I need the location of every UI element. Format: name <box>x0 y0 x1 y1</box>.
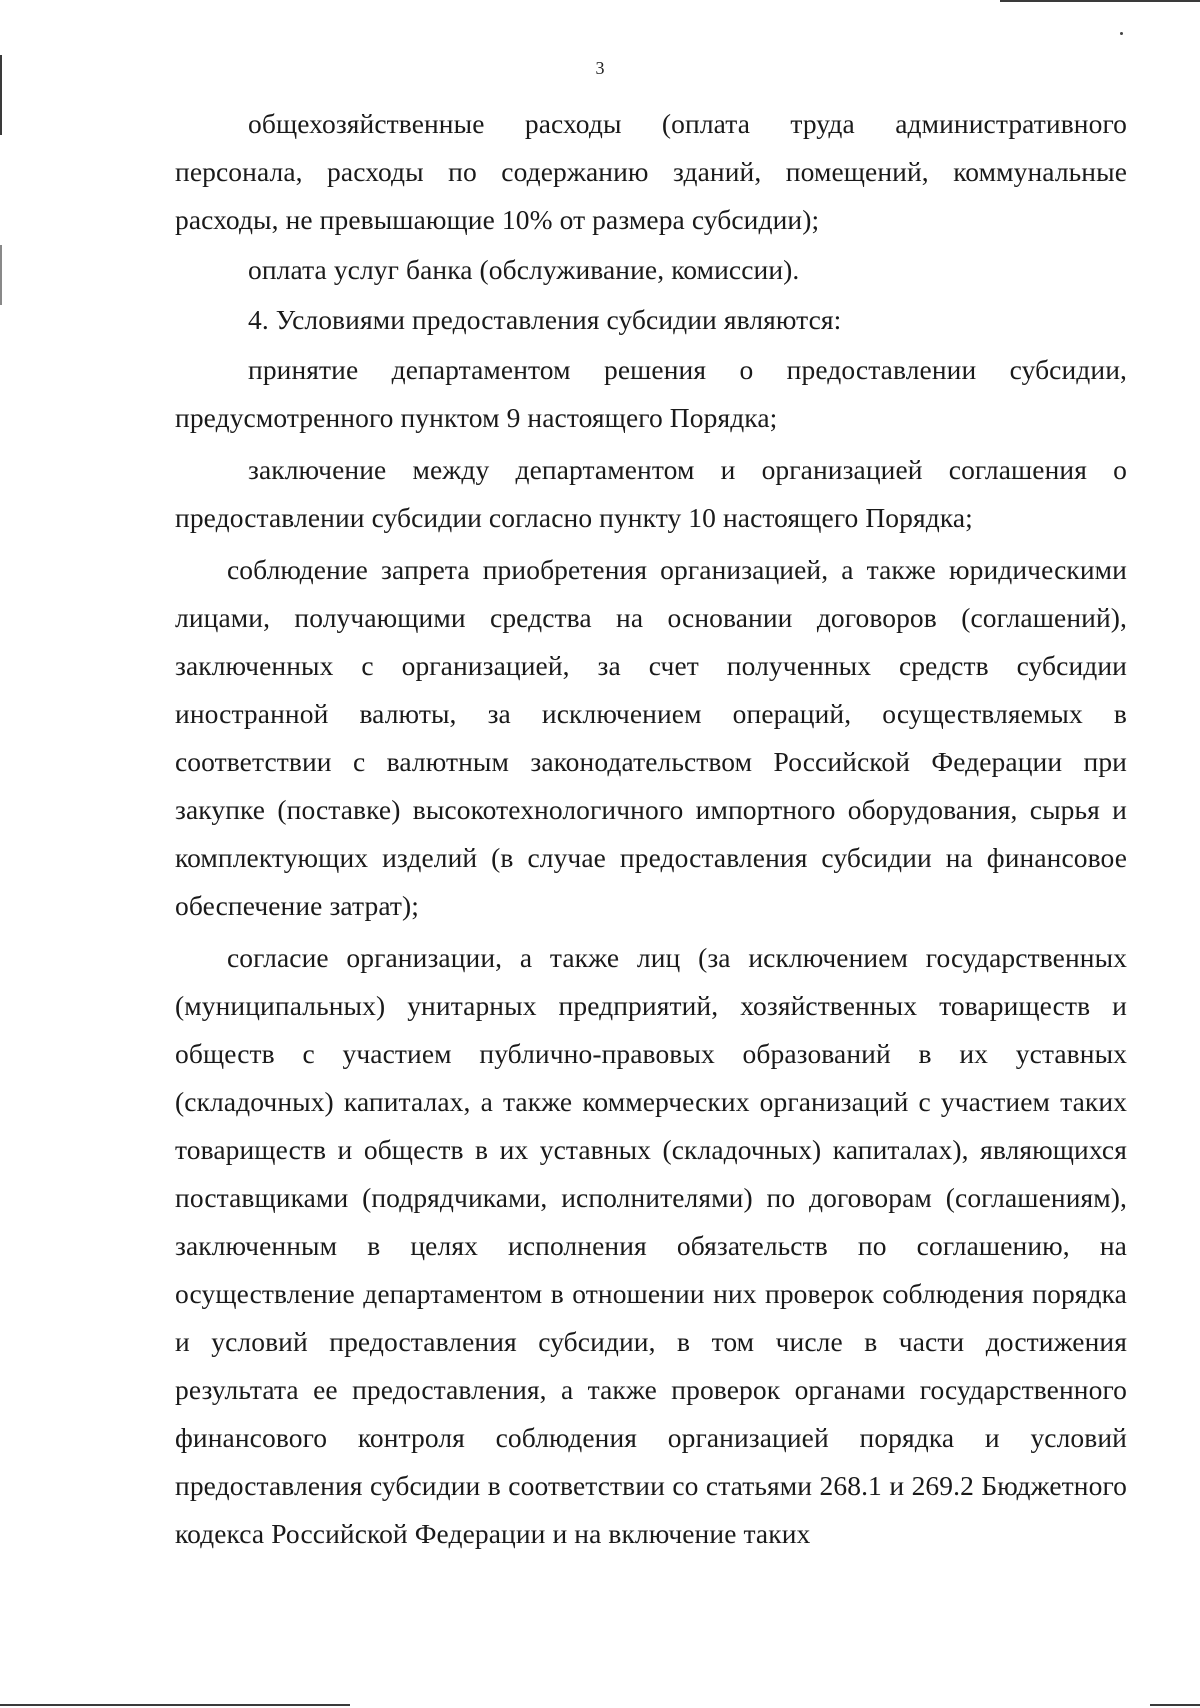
scan-dot-top-right <box>1120 32 1123 35</box>
paragraph: согласие организации, а также лиц (за исключением государственных (муниципальных) унитарных предприятий, хозяйственных товариществ и обществ с участием публично-правовых образований в их уставных (складочных) капиталах, а также коммерческих организаций с участием таких товариществ и обществ в их уставных (складочных) капиталах), являющихся поставщиками (подрядчиками, исполнителями) по договорам (соглашениям), заключенным в целях исполнения обязательств по соглашению, на осуществление департаментом в отношении них проверок соблюдения порядка и условий предоставления субсидии, в том числе в части достижения результата ее предоставления, а также проверок органами государственного финансового контроля соблюдения организацией порядка и условий предоставления субсидии в соответствии со статьями 268.1 и 269.2 Бюджетного кодекса Российской Федерации и на включение таких <box>175 942 1127 1549</box>
scan-edge-top-right <box>1000 0 1200 2</box>
scan-edge-bottom-right <box>1150 1704 1200 1706</box>
page-number: 3 <box>595 58 605 78</box>
paragraph: оплата услуг банка (обслуживание, комиссии). <box>248 254 800 285</box>
document-body <box>175 100 1127 1558</box>
scan-edge-left-mid <box>0 245 2 305</box>
paragraph: общехозяйственные расходы (оплата труда административного персонала, расходы по содержанию зданий, помещений, коммунальные расходы, не превышающие 10% от размера субсидии); <box>175 108 1127 235</box>
paragraph: 4. Условиями предоставления субсидии являются: <box>248 304 842 335</box>
paragraph: принятие департаментом решения о предоставлении субсидии, предусмотренного пунктом 9 настоящего Порядка; <box>175 354 1127 433</box>
paragraph: соблюдение запрета приобретения организацией, а также юридическими лицами, получающими средства на основании договоров (соглашений), заключенных с организацией, за счет полученных средств субсидии иностранной валюты, за исключением операций, осуществляемых в соответствии с валютным законодательством Российской Федерации при закупке (поставке) высокотехнологичного импортного оборудования, сырья и комплектующих изделий (в случае предоставления субсидии на финансовое обеспечение затрат); <box>175 554 1127 921</box>
scan-edge-bottom-left <box>0 1704 350 1706</box>
paragraph: заключение между департаментом и организацией соглашения о предоставлении субсидии согласно пункту 10 настоящего Порядка; <box>175 454 1127 533</box>
